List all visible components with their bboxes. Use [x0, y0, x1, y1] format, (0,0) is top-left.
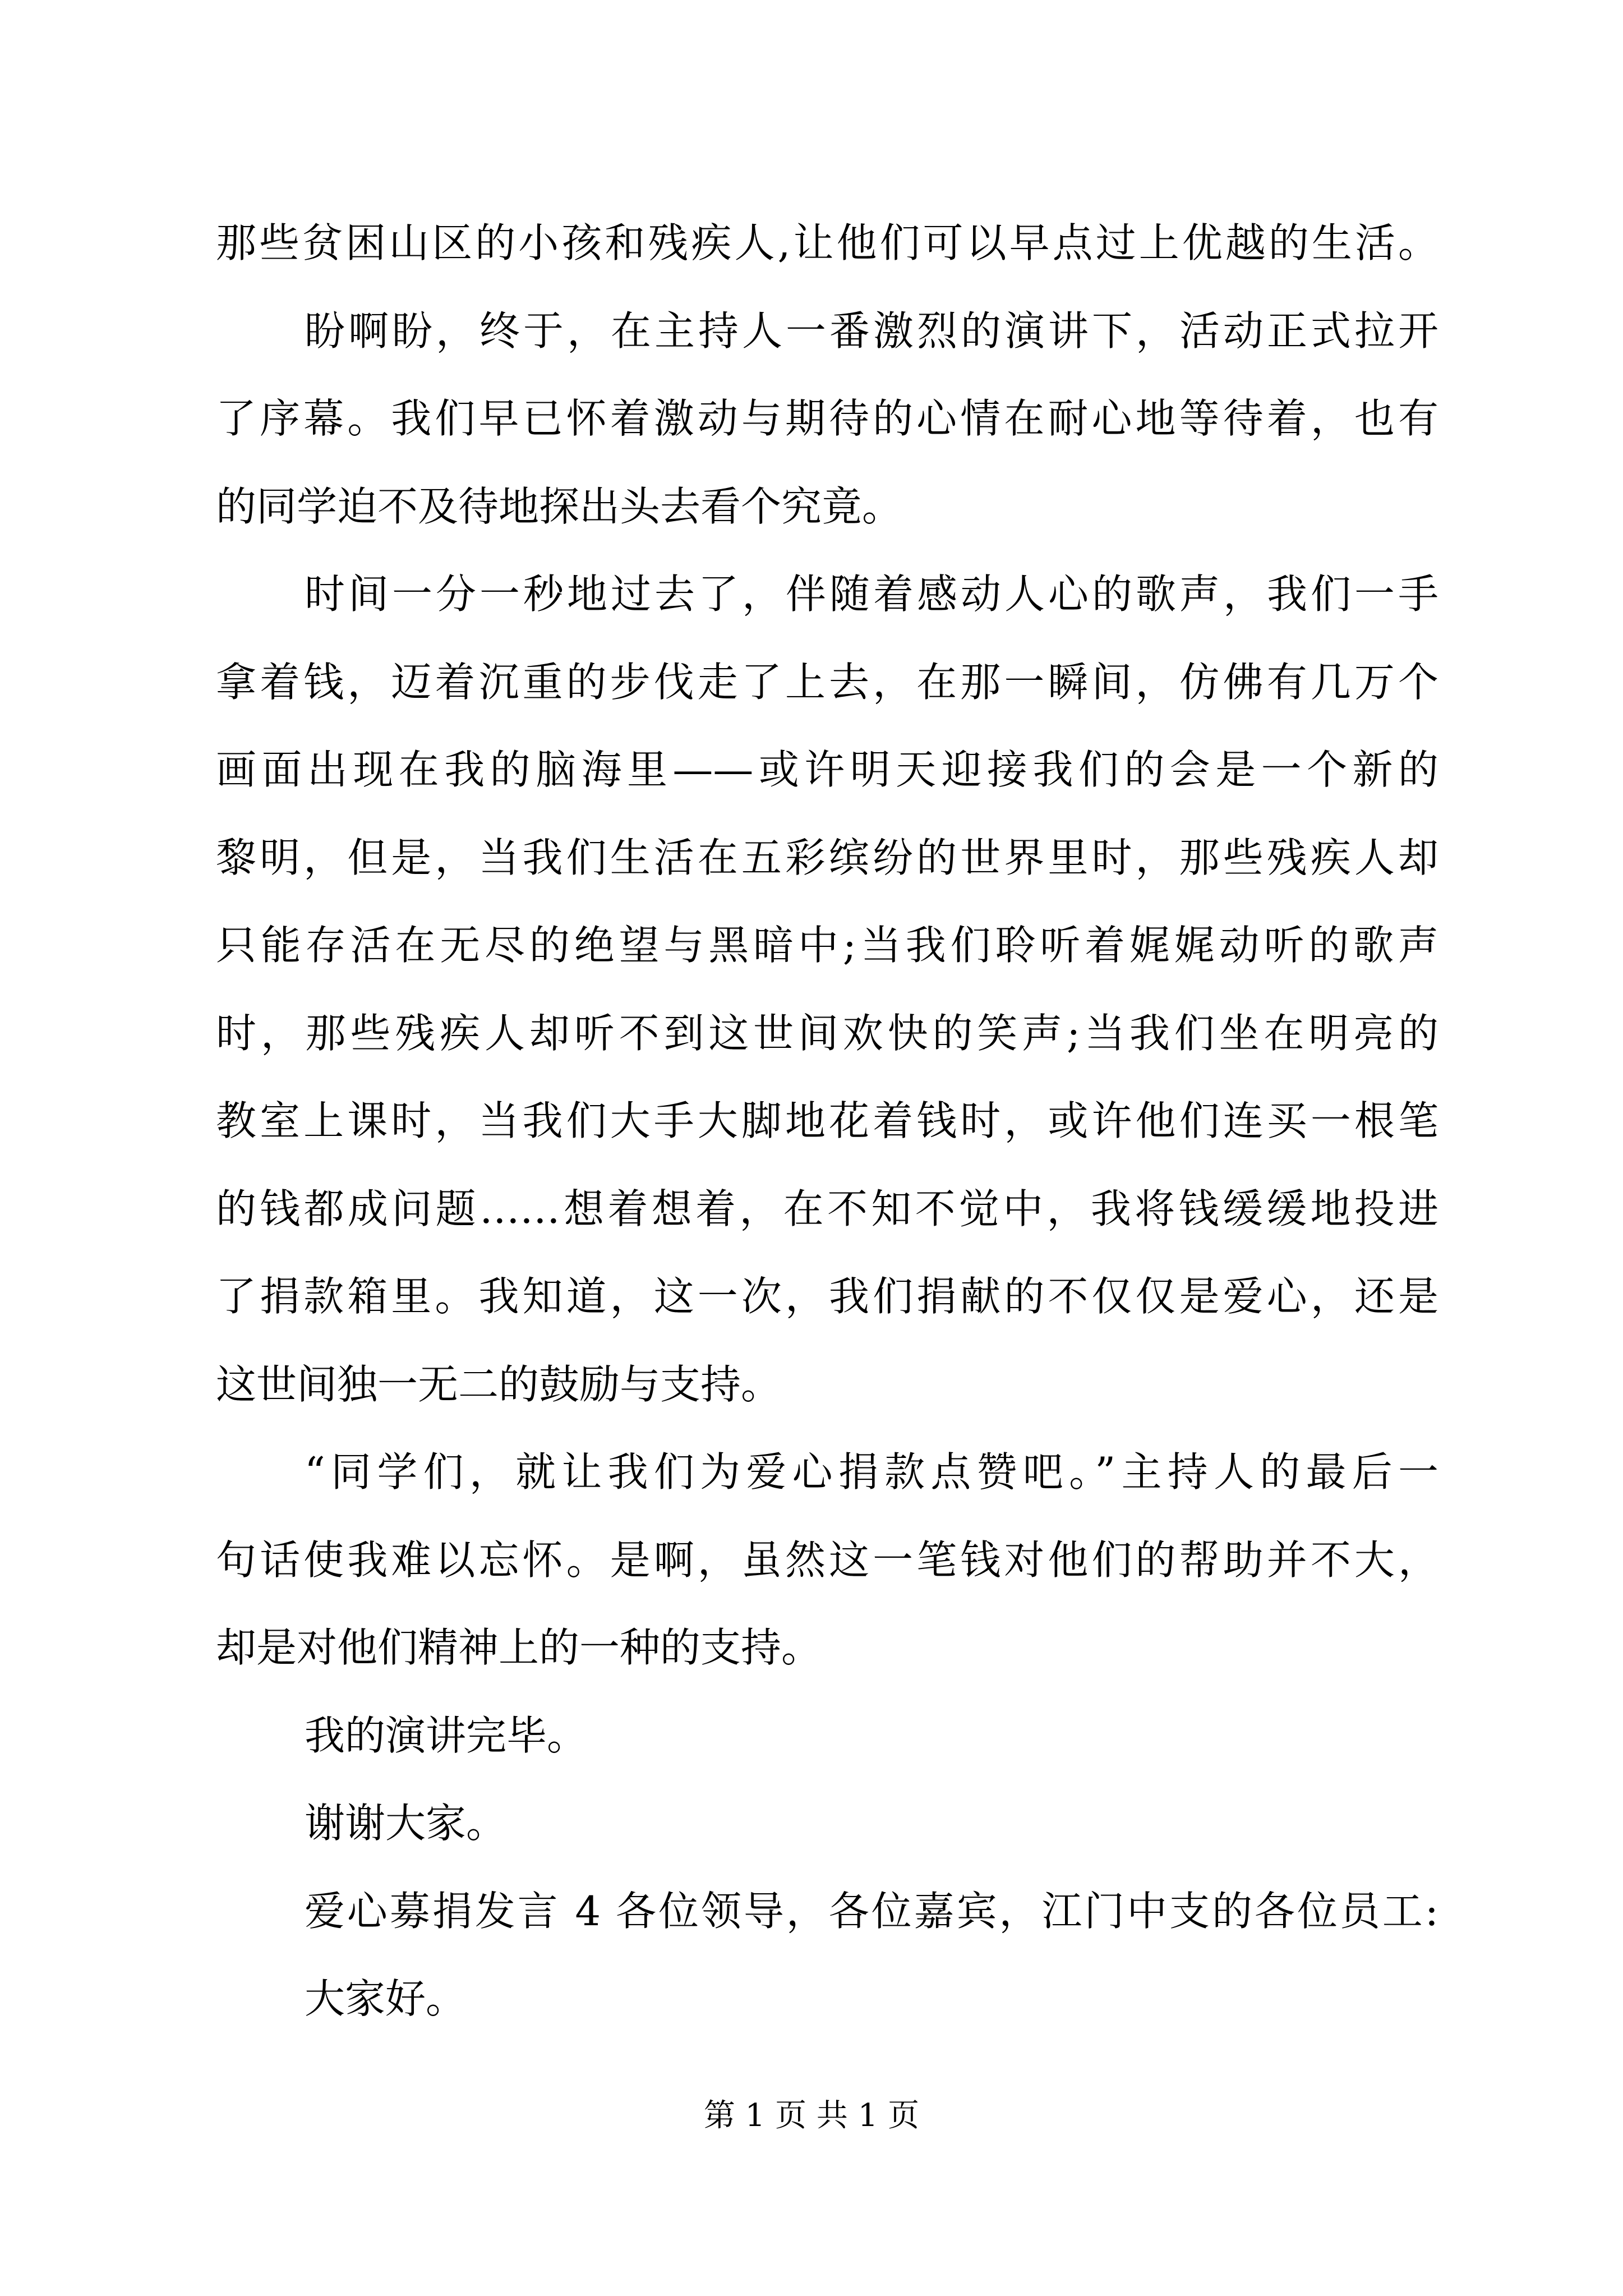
text-line: 句话使我难以忘怀。是啊，虽然这一笔钱对他们的帮助并不大， [216, 1536, 1438, 1584]
text-line: 大家好。 [305, 1975, 467, 2022]
text-line: 爱心募捐发言 4 各位领导，各位嘉宾，江门中支的各位员工: [305, 1887, 1438, 1935]
text-line: 那些贫困山区的小孩和残疾人,让他们可以早点过上优越的生活。 [216, 219, 1438, 266]
text-line: 拿着钱，迈着沉重的步伐走了上去，在那一瞬间，仿佛有几万个 [216, 658, 1438, 706]
text-line: 了序幕。我们早已怀着激动与期待的心情在耐心地等待着，也有 [216, 395, 1438, 442]
text-line: 只能存活在无尽的绝望与黑暗中;当我们聆听着娓娓动听的歌声 [216, 922, 1438, 969]
text-line: 时，那些残疾人却听不到这世间欢快的笑声;当我们坐在明亮的 [216, 1009, 1438, 1057]
page-footer: 第 1 页 共 1 页 [703, 2097, 920, 2134]
text-line: “同学们，就让我们为爱心捐款点赞吧。”主持人的最后一 [305, 1448, 1438, 1496]
text-line: 这世间独一无二的鼓励与支持。 [216, 1360, 782, 1408]
body-text [216, 199, 1438, 2043]
text-line: 的钱都成问题……想着想着，在不知不觉中，我将钱缓缓地投进 [216, 1185, 1438, 1232]
text-line: 了捐款箱里。我知道，这一次，我们捐献的不仅仅是爱心，还是 [216, 1273, 1438, 1320]
text-line: 黎明，但是，当我们生活在五彩缤纷的世界里时，那些残疾人却 [216, 834, 1438, 881]
text-line: 却是对他们精神上的一种的支持。 [216, 1624, 822, 1671]
text-line: 时间一分一秒地过去了，伴随着感动人心的歌声，我们一手 [305, 570, 1438, 618]
text-line: 谢谢大家。 [305, 1800, 507, 1847]
text-line: 的同学迫不及待地探出头去看个究竟。 [216, 482, 903, 530]
text-line: 盼啊盼，终于，在主持人一番激烈的演讲下，活动正式拉开 [305, 307, 1438, 355]
text-line: 画面出现在我的脑海里——或许明天迎接我们的会是一个新的 [216, 746, 1438, 793]
text-line: 教室上课时，当我们大手大脚地花着钱时，或许他们连买一根笔 [216, 1097, 1438, 1144]
text-line: 我的演讲完毕。 [305, 1711, 588, 1759]
